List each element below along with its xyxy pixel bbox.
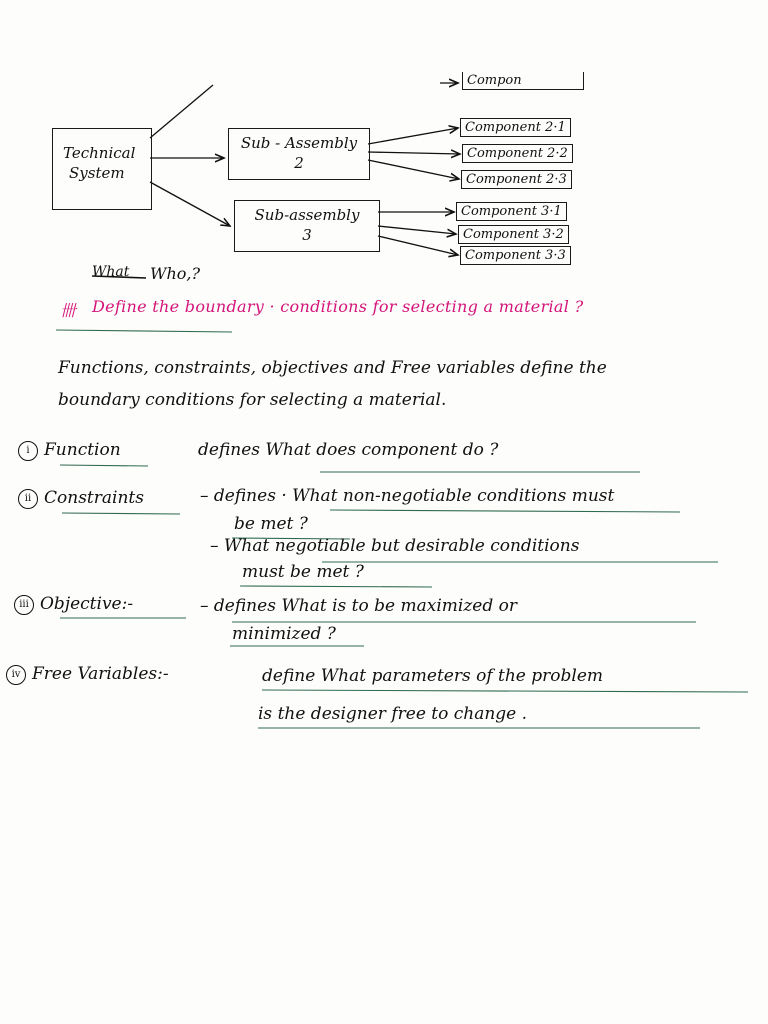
sub-assembly-2-number: 2 [294,154,304,172]
technical-system-label-1: Technical [63,144,136,162]
sub-assembly-2-label: Sub - Assembly [240,134,358,152]
item-i-number: i [18,441,38,461]
component-3-3 [460,246,571,265]
item-iv-line-2: is the designer free to change . [258,704,528,724]
item-ii-line-3: – What negotiable but desirable conditions [210,536,580,556]
item-free-variables [6,664,169,685]
item-constraints [18,488,144,509]
item-ii-line-2: be met ? [234,514,308,534]
item-i-term: Function [44,440,121,460]
component-2-1-label: Component 2·1 [465,120,566,135]
item-function [18,440,121,461]
sub-assembly-3-box [234,200,380,252]
para-line-1: Functions, constraints, objectives and Free variables define the [58,358,607,378]
component-2-1 [460,118,571,137]
component-2-2 [462,144,573,163]
item-iii-line-1: – defines What is to be maximized or [200,596,517,616]
sub-assembly-2-box [228,128,370,180]
technical-system-label-2: System [69,164,125,182]
item-iii-line-2: minimized ? [232,624,336,644]
item-ii-term: Constraints [44,488,144,508]
item-i-line-1: defines What does component do ? [198,440,499,460]
item-iii-term: Objective:- [40,594,134,614]
component-3-2-label: Component 3·2 [463,227,564,242]
who-word: Who,? [150,264,201,283]
item-iv-term: Free Variables:- [32,664,169,684]
boundary-heading: Define the boundary · conditions for selecting a material ? [92,297,584,316]
item-objective [14,594,133,615]
item-iv-number: iv [6,665,26,685]
component-3-3-label: Component 3·3 [465,248,566,263]
item-iv-line-1: define What parameters of the problem [262,666,604,686]
item-ii-line-4: must be met ? [242,562,364,582]
component-3-1 [456,202,567,221]
para-line-2: boundary conditions for selecting a material. [58,390,447,410]
component-2-3 [461,170,572,189]
component-cut-top-label: Compon [467,73,522,88]
component-3-1-label: Component 3·1 [461,204,562,219]
sub-assembly-3-label: Sub-assembly [254,206,360,224]
sub-assembly-3-number: 3 [302,226,312,244]
component-2-3-label: Component 2·3 [466,172,567,187]
item-ii-line-1: – defines · What non-negotiable conditions must [200,486,615,506]
item-iii-number: iii [14,595,34,615]
heading-marker: 卌 [60,301,77,320]
component-2-2-label: Component 2·2 [467,146,568,161]
technical-system-box [52,128,152,210]
struck-what: What [92,264,130,280]
component-cut-top [462,72,584,90]
component-3-2 [458,225,569,244]
item-ii-number: ii [18,489,38,509]
